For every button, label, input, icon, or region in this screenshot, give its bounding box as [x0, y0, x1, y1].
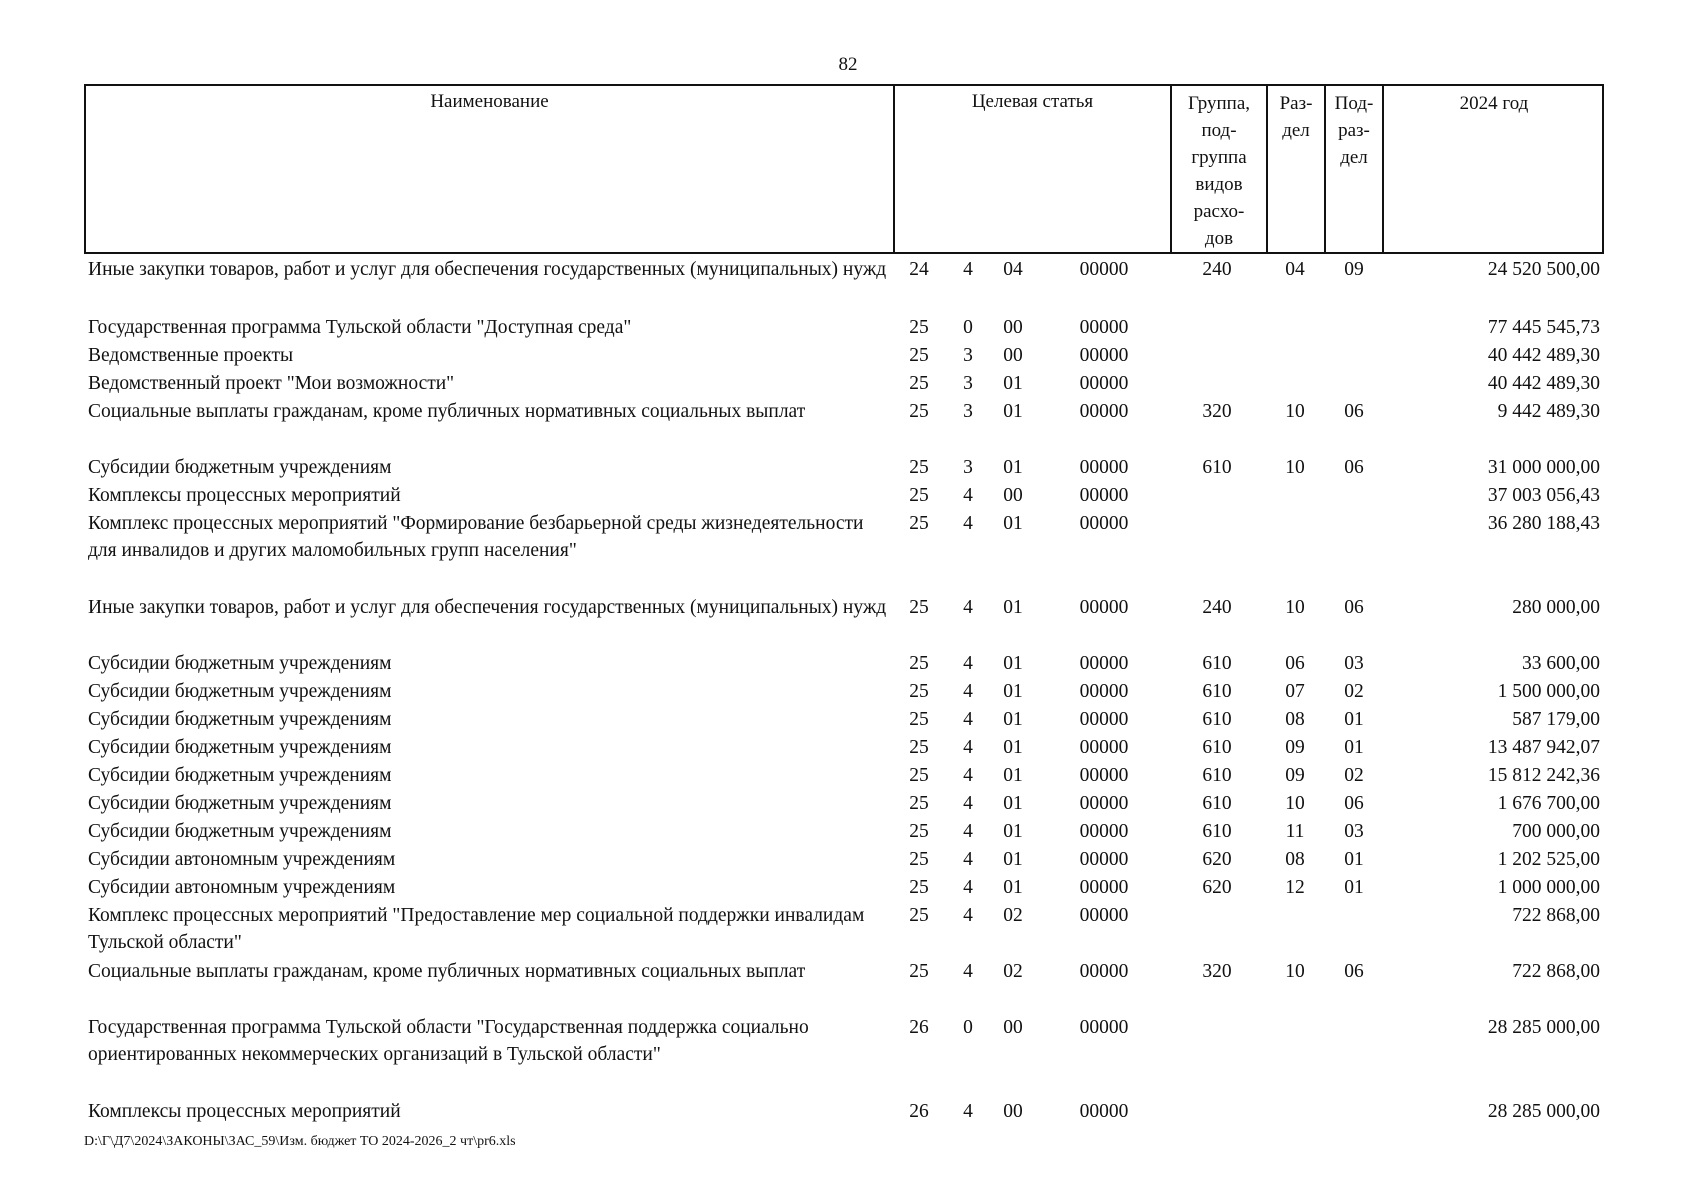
- target-code-direction: 00000: [1079, 961, 1129, 982]
- target-code-direction: 00000: [1079, 765, 1129, 786]
- target-code-direction: 00000: [1079, 345, 1129, 366]
- header-year: 2024 год: [1382, 86, 1604, 252]
- row-name: Субсидии бюджетным учреждениям: [88, 709, 392, 730]
- target-code-type: 4: [963, 961, 973, 982]
- page-number: 82: [838, 54, 858, 75]
- row-name: Комплекс процессных мероприятий "Формирование безбарьерной среды жизнедеятельности для инвалидов и других маломобильных групп населения": [88, 513, 864, 561]
- amount-2024: 31 000 000,00: [1487, 457, 1600, 478]
- target-code-direction: 00000: [1079, 1017, 1129, 1038]
- amount-2024: 722 868,00: [1512, 905, 1600, 926]
- section: 08: [1285, 709, 1305, 730]
- target-code-direction: 00000: [1079, 905, 1129, 926]
- target-code-direction: 00000: [1079, 401, 1129, 422]
- target-code-program: 25: [909, 681, 929, 702]
- table-row: [0, 958, 1696, 1014]
- amount-2024: 28 285 000,00: [1487, 1017, 1600, 1038]
- target-code-program: 25: [909, 317, 929, 338]
- target-code-type: 0: [963, 317, 973, 338]
- target-code-type: 4: [963, 485, 973, 506]
- subsection: 01: [1344, 877, 1364, 898]
- amount-2024: 36 280 188,43: [1487, 513, 1600, 534]
- target-code-program: 25: [909, 821, 929, 842]
- header-section-line: Раз-: [1279, 93, 1313, 114]
- target-code-program: 25: [909, 373, 929, 394]
- target-code-structure: 01: [1003, 653, 1023, 674]
- expense-group: 320: [1202, 961, 1232, 982]
- expense-group: 610: [1202, 737, 1232, 758]
- row-name: Комплексы процессных мероприятий: [88, 485, 401, 506]
- expense-group: 610: [1202, 793, 1232, 814]
- target-code-program: 25: [909, 793, 929, 814]
- target-code-type: 0: [963, 1017, 973, 1038]
- table-row: [0, 398, 1696, 454]
- row-name: Субсидии автономным учреждениям: [88, 877, 396, 898]
- row-name: Социальные выплаты гражданам, кроме публичных нормативных социальных выплат: [88, 961, 806, 982]
- expense-group: 620: [1202, 849, 1232, 870]
- target-code-direction: 00000: [1079, 821, 1129, 842]
- target-code-direction: 00000: [1079, 457, 1129, 478]
- row-name: Субсидии бюджетным учреждениям: [88, 681, 392, 702]
- target-code-structure: 00: [1003, 345, 1023, 366]
- section: 10: [1285, 457, 1305, 478]
- section: 12: [1285, 877, 1305, 898]
- section: 09: [1285, 737, 1305, 758]
- header-section: [1266, 86, 1324, 252]
- target-code-structure: 01: [1003, 709, 1023, 730]
- row-name: Субсидии бюджетным учреждениям: [88, 457, 392, 478]
- subsection: 06: [1344, 961, 1364, 982]
- target-code-type: 4: [963, 709, 973, 730]
- amount-2024: 13 487 942,07: [1487, 737, 1600, 758]
- amount-2024: 77 445 545,73: [1487, 317, 1600, 338]
- target-code-structure: 00: [1003, 317, 1023, 338]
- subsection: 01: [1344, 709, 1364, 730]
- row-name: Ведомственные проекты: [88, 345, 294, 366]
- section: 09: [1285, 765, 1305, 786]
- row-name: Иные закупки товаров, работ и услуг для обеспечения государственных (муниципальных) нужд: [88, 597, 887, 618]
- header-expense-group-line: расхо-: [1193, 201, 1245, 222]
- target-code-structure: 02: [1003, 905, 1023, 926]
- target-code-direction: 00000: [1079, 1101, 1129, 1122]
- target-code-type: 4: [963, 259, 973, 280]
- expense-group: 610: [1202, 765, 1232, 786]
- row-name: Субсидии бюджетным учреждениям: [88, 653, 392, 674]
- target-code-type: 4: [963, 849, 973, 870]
- section: 10: [1285, 961, 1305, 982]
- target-code-program: 25: [909, 905, 929, 926]
- subsection: 03: [1344, 653, 1364, 674]
- header-subsection-line: раз-: [1338, 120, 1370, 141]
- table-row: [0, 594, 1696, 650]
- header-subsection-line: дел: [1340, 147, 1368, 168]
- section: 10: [1285, 401, 1305, 422]
- target-code-structure: 01: [1003, 373, 1023, 394]
- amount-2024: 722 868,00: [1512, 961, 1600, 982]
- expense-group: 610: [1202, 821, 1232, 842]
- amount-2024: 9 442 489,30: [1497, 401, 1600, 422]
- subsection: 06: [1344, 793, 1364, 814]
- target-code-structure: 01: [1003, 513, 1023, 534]
- subsection: 06: [1344, 597, 1364, 618]
- amount-2024: 24 520 500,00: [1487, 259, 1600, 280]
- target-code-type: 4: [963, 877, 973, 898]
- target-code-direction: 00000: [1079, 737, 1129, 758]
- target-code-structure: 00: [1003, 1017, 1023, 1038]
- subsection: 02: [1344, 681, 1364, 702]
- target-code-direction: 00000: [1079, 259, 1129, 280]
- target-code-program: 25: [909, 345, 929, 366]
- target-code-direction: 00000: [1079, 373, 1129, 394]
- subsection: 02: [1344, 765, 1364, 786]
- row-name: Субсидии автономным учреждениям: [88, 849, 396, 870]
- table-header: [84, 84, 1604, 254]
- target-code-program: 26: [909, 1017, 929, 1038]
- amount-2024: 33 600,00: [1522, 653, 1600, 674]
- subsection: 01: [1344, 737, 1364, 758]
- table-row: [0, 510, 1696, 566]
- amount-2024: 37 003 056,43: [1487, 485, 1600, 506]
- target-code-structure: 04: [1003, 259, 1023, 280]
- expense-group: 620: [1202, 877, 1232, 898]
- header-expense-group-line: Группа,: [1187, 93, 1251, 114]
- header-expense-group: [1170, 86, 1266, 252]
- row-name: Государственная программа Тульской области "Государственная поддержка социально ориентированных некоммерческих организаций в Тульской области": [88, 1017, 809, 1065]
- header-section-line: дел: [1282, 120, 1310, 141]
- header-name: Наименование: [430, 91, 549, 112]
- expense-group: 240: [1202, 597, 1232, 618]
- target-code-program: 25: [909, 653, 929, 674]
- row-name: Иные закупки товаров, работ и услуг для обеспечения государственных (муниципальных) нужд: [88, 259, 887, 280]
- target-code-program: 25: [909, 877, 929, 898]
- target-code-direction: 00000: [1079, 849, 1129, 870]
- subsection: 03: [1344, 821, 1364, 842]
- target-code-structure: 02: [1003, 961, 1023, 982]
- subsection: 09: [1344, 259, 1364, 280]
- target-code-type: 4: [963, 905, 973, 926]
- header-expense-group-line: видов: [1195, 174, 1243, 195]
- amount-2024: 40 442 489,30: [1487, 373, 1600, 394]
- expense-group: 610: [1202, 709, 1232, 730]
- target-code-structure: 01: [1003, 681, 1023, 702]
- target-code-structure: 00: [1003, 1101, 1023, 1122]
- section: 07: [1285, 681, 1305, 702]
- target-code-direction: 00000: [1079, 317, 1129, 338]
- target-code-direction: 00000: [1079, 513, 1129, 534]
- target-code-type: 4: [963, 653, 973, 674]
- amount-2024: 1 676 700,00: [1497, 793, 1600, 814]
- target-code-direction: 00000: [1079, 793, 1129, 814]
- target-code-structure: 01: [1003, 457, 1023, 478]
- expense-group: 240: [1202, 259, 1232, 280]
- target-code-type: 3: [963, 457, 973, 478]
- target-code-structure: 01: [1003, 597, 1023, 618]
- target-code-type: 4: [963, 513, 973, 534]
- target-code-program: 25: [909, 737, 929, 758]
- target-code-structure: 01: [1003, 765, 1023, 786]
- table-row: [0, 902, 1696, 958]
- row-name: Социальные выплаты гражданам, кроме публичных нормативных социальных выплат: [88, 401, 806, 422]
- table-row: [0, 1014, 1696, 1070]
- target-code-program: 25: [909, 709, 929, 730]
- target-code-direction: 00000: [1079, 681, 1129, 702]
- target-code-program: 25: [909, 597, 929, 618]
- target-code-structure: 00: [1003, 485, 1023, 506]
- target-code-direction: 00000: [1079, 877, 1129, 898]
- section: 11: [1285, 821, 1305, 842]
- target-code-direction: 00000: [1079, 597, 1129, 618]
- header-subsection: [1324, 86, 1382, 252]
- target-code-program: 25: [909, 961, 929, 982]
- target-code-type: 3: [963, 345, 973, 366]
- section: 10: [1285, 597, 1305, 618]
- target-code-program: 26: [909, 1101, 929, 1122]
- row-name: Субсидии бюджетным учреждениям: [88, 793, 392, 814]
- section: 04: [1285, 259, 1305, 280]
- row-name: Ведомственный проект "Мои возможности": [88, 373, 455, 394]
- target-code-direction: 00000: [1079, 485, 1129, 506]
- amount-2024: 1 500 000,00: [1497, 681, 1600, 702]
- header-expense-group-line: под-: [1201, 120, 1237, 141]
- expense-group: 610: [1202, 681, 1232, 702]
- target-code-direction: 00000: [1079, 653, 1129, 674]
- header-expense-group-line: дов: [1204, 228, 1234, 249]
- amount-2024: 1 202 525,00: [1497, 849, 1600, 870]
- row-name: Государственная программа Тульской области "Доступная среда": [88, 317, 632, 338]
- section: 06: [1285, 653, 1305, 674]
- target-code-structure: 01: [1003, 821, 1023, 842]
- amount-2024: 700 000,00: [1512, 821, 1600, 842]
- header-target-article: Целевая статья: [893, 86, 1170, 252]
- header-subsection-line: Под-: [1334, 93, 1374, 114]
- section: 10: [1285, 793, 1305, 814]
- target-code-type: 4: [963, 737, 973, 758]
- target-code-structure: 01: [1003, 877, 1023, 898]
- expense-group: 610: [1202, 457, 1232, 478]
- target-code-type: 4: [963, 765, 973, 786]
- amount-2024: 28 285 000,00: [1487, 1101, 1600, 1122]
- subsection: 06: [1344, 457, 1364, 478]
- amount-2024: 1 000 000,00: [1497, 877, 1600, 898]
- target-code-program: 25: [909, 401, 929, 422]
- table-row: [0, 256, 1696, 312]
- target-code-program: 25: [909, 765, 929, 786]
- target-code-structure: 01: [1003, 401, 1023, 422]
- target-code-program: 25: [909, 513, 929, 534]
- amount-2024: 280 000,00: [1512, 597, 1600, 618]
- target-code-structure: 01: [1003, 793, 1023, 814]
- amount-2024: 15 812 242,36: [1487, 765, 1600, 786]
- target-code-structure: 01: [1003, 737, 1023, 758]
- target-code-type: 4: [963, 821, 973, 842]
- target-code-direction: 00000: [1079, 709, 1129, 730]
- subsection: 06: [1344, 401, 1364, 422]
- row-name: Субсидии бюджетным учреждениям: [88, 821, 392, 842]
- row-name: Комплексы процессных мероприятий: [88, 1101, 401, 1122]
- row-name: Комплекс процессных мероприятий "Предоставление мер социальной поддержки инвалидам Тульской области": [88, 905, 865, 953]
- subsection: 01: [1344, 849, 1364, 870]
- target-code-program: 25: [909, 485, 929, 506]
- target-code-type: 3: [963, 373, 973, 394]
- header-expense-group-line: группа: [1191, 147, 1247, 168]
- target-code-program: 25: [909, 457, 929, 478]
- target-code-structure: 01: [1003, 849, 1023, 870]
- target-code-type: 4: [963, 597, 973, 618]
- target-code-type: 4: [963, 793, 973, 814]
- target-code-type: 4: [963, 1101, 973, 1122]
- file-path-footer: D:\Г\Д7\2024\ЗАКОНЫ\ЗАС_59\Изм. бюджет ТО 2024-2026_2 чт\pr6.xls: [84, 1134, 516, 1149]
- target-code-program: 25: [909, 849, 929, 870]
- expense-group: 320: [1202, 401, 1232, 422]
- section: 08: [1285, 849, 1305, 870]
- row-name: Субсидии бюджетным учреждениям: [88, 765, 392, 786]
- row-name: Субсидии бюджетным учреждениям: [88, 737, 392, 758]
- target-code-program: 24: [909, 259, 929, 280]
- amount-2024: 587 179,00: [1512, 709, 1600, 730]
- amount-2024: 40 442 489,30: [1487, 345, 1600, 366]
- target-code-type: 3: [963, 401, 973, 422]
- target-code-type: 4: [963, 681, 973, 702]
- expense-group: 610: [1202, 653, 1232, 674]
